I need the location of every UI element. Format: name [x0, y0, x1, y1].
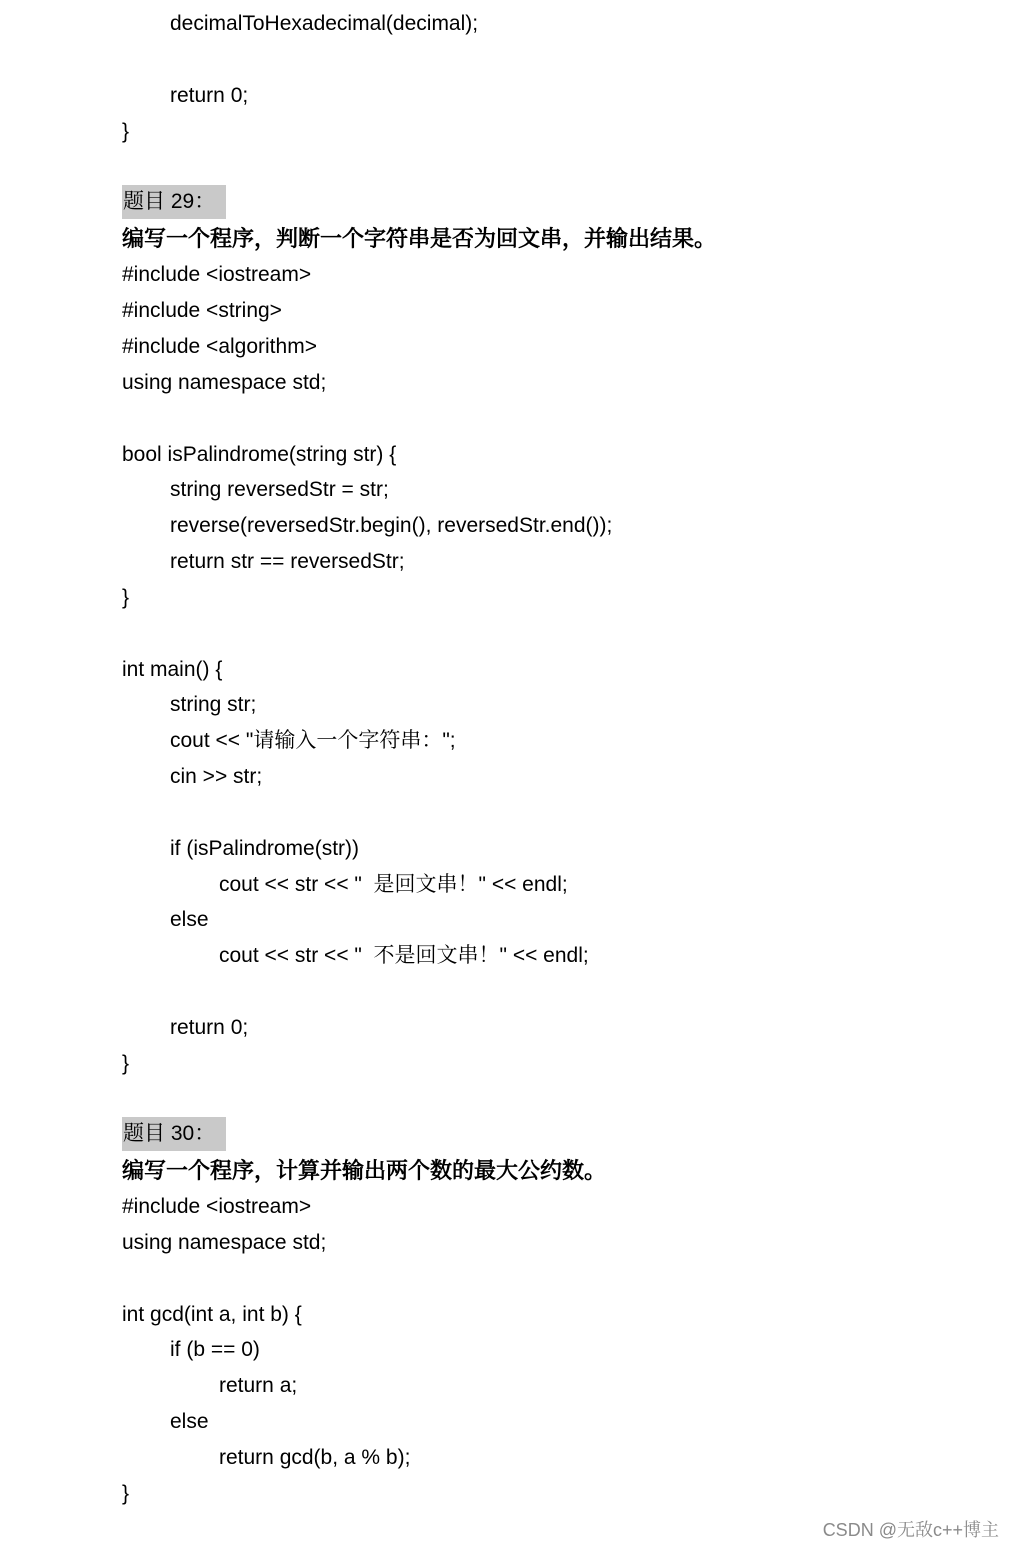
code-line: if (isPalindrome(str)) [170, 837, 360, 860]
code-line: } [122, 1482, 130, 1505]
csdn-watermark: CSDN @无敌c++博主 [822, 1520, 999, 1540]
code-line: string str; [170, 693, 257, 716]
code-line: #include <iostream> [122, 1195, 312, 1218]
code-line: decimalToHexadecimal(decimal); [170, 12, 479, 35]
code-line: else [170, 908, 209, 931]
code-line: if (b == 0) [170, 1338, 260, 1361]
code-line: int main() { [122, 658, 223, 681]
code-line: cout << str << " 不是回文串！" << endl; [219, 944, 589, 967]
problem-30-question: 编写一个程序，计算并输出两个数的最大公约数。 [122, 1158, 607, 1183]
code-line: using namespace std; [122, 1231, 327, 1254]
code-line: string reversedStr = str; [170, 478, 389, 501]
code-line: bool isPalindrome(string str) { [122, 443, 397, 466]
code-line: else [170, 1410, 209, 1433]
code-line: #include <algorithm> [122, 335, 317, 358]
code-line: } [122, 586, 130, 609]
code-line: cout << "请输入一个字符串："; [170, 729, 456, 752]
code-line: #include <iostream> [122, 263, 312, 286]
code-line: } [122, 1052, 130, 1075]
code-line: return gcd(b, a % b); [219, 1446, 411, 1469]
code-line: int gcd(int a, int b) { [122, 1303, 302, 1326]
code-line: cout << str << " 是回文串！" << endl; [219, 873, 568, 896]
code-line: return str == reversedStr; [170, 550, 405, 573]
code-line: using namespace std; [122, 371, 327, 394]
code-line: cin >> str; [170, 765, 263, 788]
code-line: reverse(reversedStr.begin(), reversedStr.end()); [170, 514, 613, 537]
code-line: #include <string> [122, 299, 282, 322]
problem-29-question: 编写一个程序，判断一个字符串是否为回文串，并输出结果。 [122, 226, 717, 251]
problem-29-heading: 题目 29： [122, 185, 226, 219]
code-line: return a; [219, 1374, 298, 1397]
problem-30-heading: 题目 30： [122, 1117, 226, 1151]
code-line: return 0; [170, 84, 249, 107]
code-line: } [122, 120, 130, 143]
code-line: return 0; [170, 1016, 249, 1039]
